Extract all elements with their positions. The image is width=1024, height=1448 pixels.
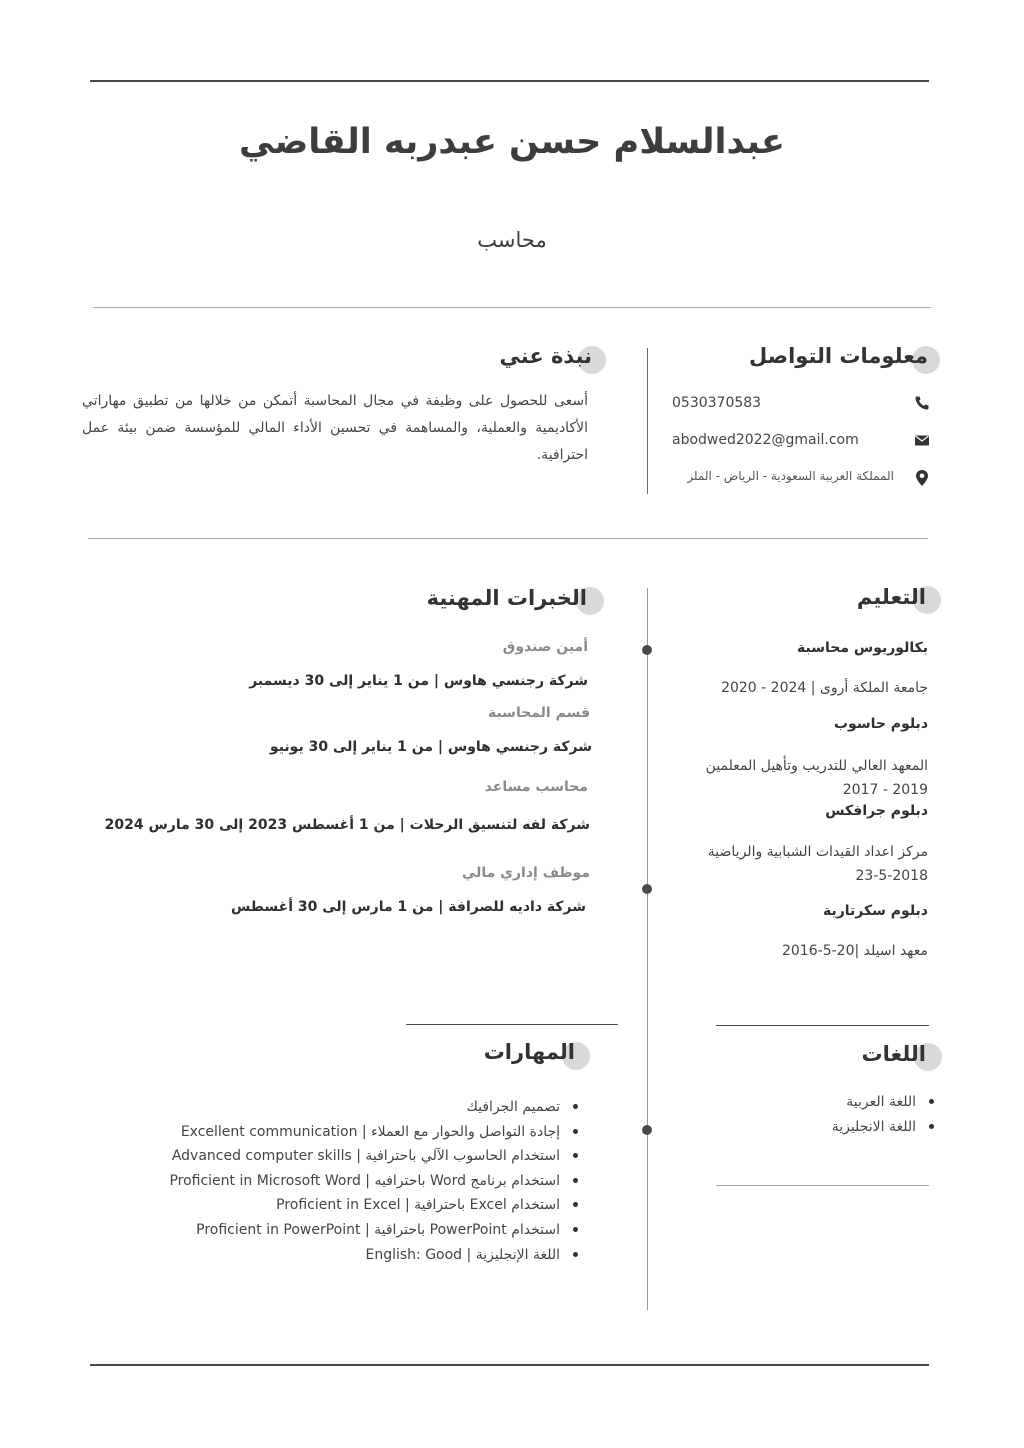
languages-divider-bottom (716, 1185, 929, 1186)
list-item: استخدام الحاسوب الآلي باحترافية | Advanced computer skills (169, 1144, 582, 1169)
list-item: اللغة الانجليزية (832, 1115, 938, 1140)
list-item: استخدام PowerPoint باحترافية | Proficient in PowerPoint (169, 1218, 582, 1243)
education-degree: دبلوم حاسوب (833, 716, 928, 732)
section-divider (88, 538, 928, 539)
experience-company: شركة داديه للصرافة | من 1 مارس إلى 30 أغسطس (230, 899, 586, 915)
contact-phone-row (660, 393, 930, 417)
list-item: تصميم الجرافيك (169, 1095, 582, 1120)
education-detail: جامعة الملكة أروى | 2024 - 2020 (721, 680, 928, 696)
timeline-line (647, 588, 648, 1310)
languages-title: اللغات (861, 1042, 926, 1066)
experience-title: الخبرات المهنية (426, 586, 587, 610)
timeline-dot (642, 1125, 652, 1135)
top-rule (90, 80, 929, 82)
person-name: عبدالسلام حسن عبدربه القاضي (239, 122, 785, 162)
education-degree: دبلوم جرافكس (825, 803, 928, 819)
languages-list (832, 1090, 938, 1140)
education-detail: معهد اسيلد |20-5-2016 (781, 943, 928, 959)
list-item: اللغة الإنجليزية | English: Good (169, 1243, 582, 1268)
about-title: نبذة عني (499, 344, 592, 368)
phone-icon (914, 395, 930, 411)
location-pin-icon (914, 469, 930, 485)
address: المملكة العربية السعودية - الرياض - الملز (687, 469, 894, 483)
experience-role: قسم المحاسبة (487, 705, 590, 721)
skills-list (169, 1095, 582, 1267)
email-address: abodwed2022@gmail.com (672, 432, 859, 448)
about-text: أسعى للحصول على وظيفة في مجال المحاسبة أتمكن من خلالها من تطبيق مهاراتي الأكاديمية والعملية، والمساهمة في تحسين الأداء المالي للمؤسسة ضمن بيئة عمل احترافية. (82, 393, 588, 463)
list-item: اللغة العربية (832, 1090, 938, 1115)
experience-role: أمين صندوق (502, 639, 588, 655)
bottom-rule (90, 1364, 929, 1366)
experience-role: محاسب مساعد (484, 779, 588, 795)
education-detail: مركز اعداد القيدات الشبابية والرياضية 2018-5-23 (707, 844, 928, 884)
phone-number: 0530370583 (672, 395, 762, 411)
header-divider (93, 307, 931, 308)
job-title: محاسب (477, 228, 547, 252)
experience-role: موظف إداري مالي (461, 865, 590, 881)
education-degree: دبلوم سكرتارية (822, 903, 928, 919)
contact-about-separator (647, 348, 648, 494)
experience-company: شركة رجنسي هاوس | من 1 يناير إلى 30 يونيو (269, 739, 592, 755)
education-degree: بكالوريوس محاسبة (797, 640, 928, 656)
skills-divider (406, 1024, 618, 1025)
list-item: استخدام Excel باحترافية | Proficient in Excel (169, 1193, 582, 1218)
education-detail: المعهد العالي للتدريب وتأهيل المعلمين 2019 - 2017 (705, 758, 928, 798)
contact-address-row (660, 467, 930, 491)
languages-divider-top (716, 1025, 929, 1026)
timeline-dot (642, 884, 652, 894)
experience-company: شركة رجنسي هاوس | من 1 يناير إلى 30 ديسمبر (249, 673, 588, 689)
list-item: استخدام برنامج Word باحترافيه | Proficient in Microsoft Word (169, 1169, 582, 1194)
experience-company: شركة لفه لتنسيق الرحلات | من 1 أغسطس 2023 إلى 30 مارس 2024 (104, 817, 590, 833)
contact-title: معلومات التواصل (749, 344, 928, 368)
education-title: التعليم (856, 585, 926, 609)
contact-email-row (660, 430, 930, 454)
mail-icon (914, 432, 930, 448)
skills-title: المهارات (483, 1040, 575, 1064)
timeline-dot (642, 645, 652, 655)
list-item: إجادة التواصل والحوار مع العملاء | Excellent communication (169, 1120, 582, 1145)
